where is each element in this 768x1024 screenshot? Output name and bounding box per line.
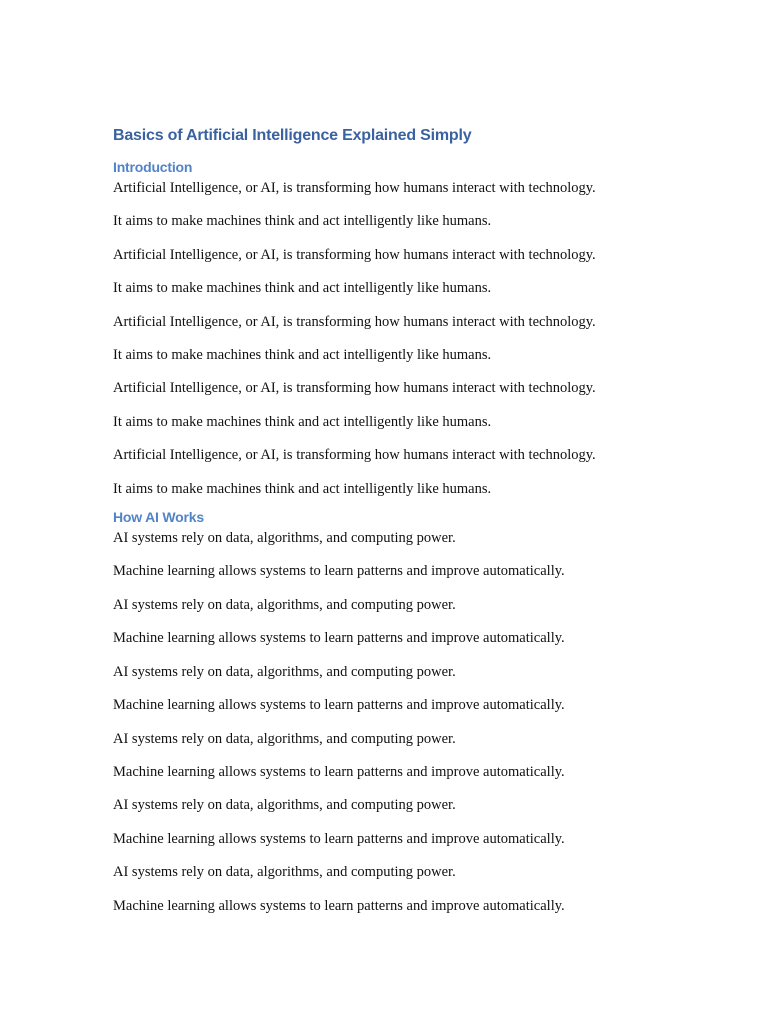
paragraph: It aims to make machines think and act intelligently like humans. xyxy=(113,213,492,230)
paragraph: AI systems rely on data, algorithms, and computing power. xyxy=(113,797,456,814)
section-introduction xyxy=(113,156,713,506)
paragraph: Artificial Intelligence, or AI, is transforming how humans interact with technology. xyxy=(113,246,596,263)
paragraph: It aims to make machines think and act intelligently like humans. xyxy=(113,480,492,497)
section-heading: How AI Works xyxy=(113,509,204,526)
paragraph: Artificial Intelligence, or AI, is transforming how humans interact with technology. xyxy=(113,180,596,196)
paragraph: AI systems rely on data, algorithms, and computing power. xyxy=(113,663,456,680)
paragraph: Machine learning allows systems to learn patterns and improve automatically. xyxy=(113,897,565,914)
document-title: Basics of Artificial Intelligence Explained Simply xyxy=(113,127,472,144)
section-how-ai-works xyxy=(113,506,713,923)
paragraph: AI systems rely on data, algorithms, and computing power. xyxy=(113,730,456,747)
paragraph: AI systems rely on data, algorithms, and computing power. xyxy=(113,530,456,547)
paragraph: Machine learning allows systems to learn patterns and improve automatically. xyxy=(113,630,565,647)
paragraph: AI systems rely on data, algorithms, and computing power. xyxy=(113,596,456,613)
paragraph: Machine learning allows systems to learn patterns and improve automatically. xyxy=(113,763,565,780)
paragraph: It aims to make machines think and act intelligently like humans. xyxy=(113,413,492,430)
section-body xyxy=(113,172,713,506)
paragraph: AI systems rely on data, algorithms, and computing power. xyxy=(113,864,456,881)
paragraph: Machine learning allows systems to learn patterns and improve automatically. xyxy=(113,830,565,847)
paragraph: Artificial Intelligence, or AI, is transforming how humans interact with technology. xyxy=(113,380,596,397)
paragraph: It aims to make machines think and act intelligently like humans. xyxy=(113,280,492,297)
paragraph: Machine learning allows systems to learn patterns and improve automatically. xyxy=(113,697,565,714)
paragraph: Artificial Intelligence, or AI, is transforming how humans interact with technology. xyxy=(113,313,596,330)
document-page xyxy=(113,124,713,923)
section-heading: Introduction xyxy=(113,159,193,175)
paragraph: Machine learning allows systems to learn patterns and improve automatically. xyxy=(113,563,565,580)
paragraph: Artificial Intelligence, or AI, is transforming how humans interact with technology. xyxy=(113,447,596,464)
paragraph: It aims to make machines think and act intelligently like humans. xyxy=(113,347,492,364)
section-body xyxy=(113,522,713,923)
